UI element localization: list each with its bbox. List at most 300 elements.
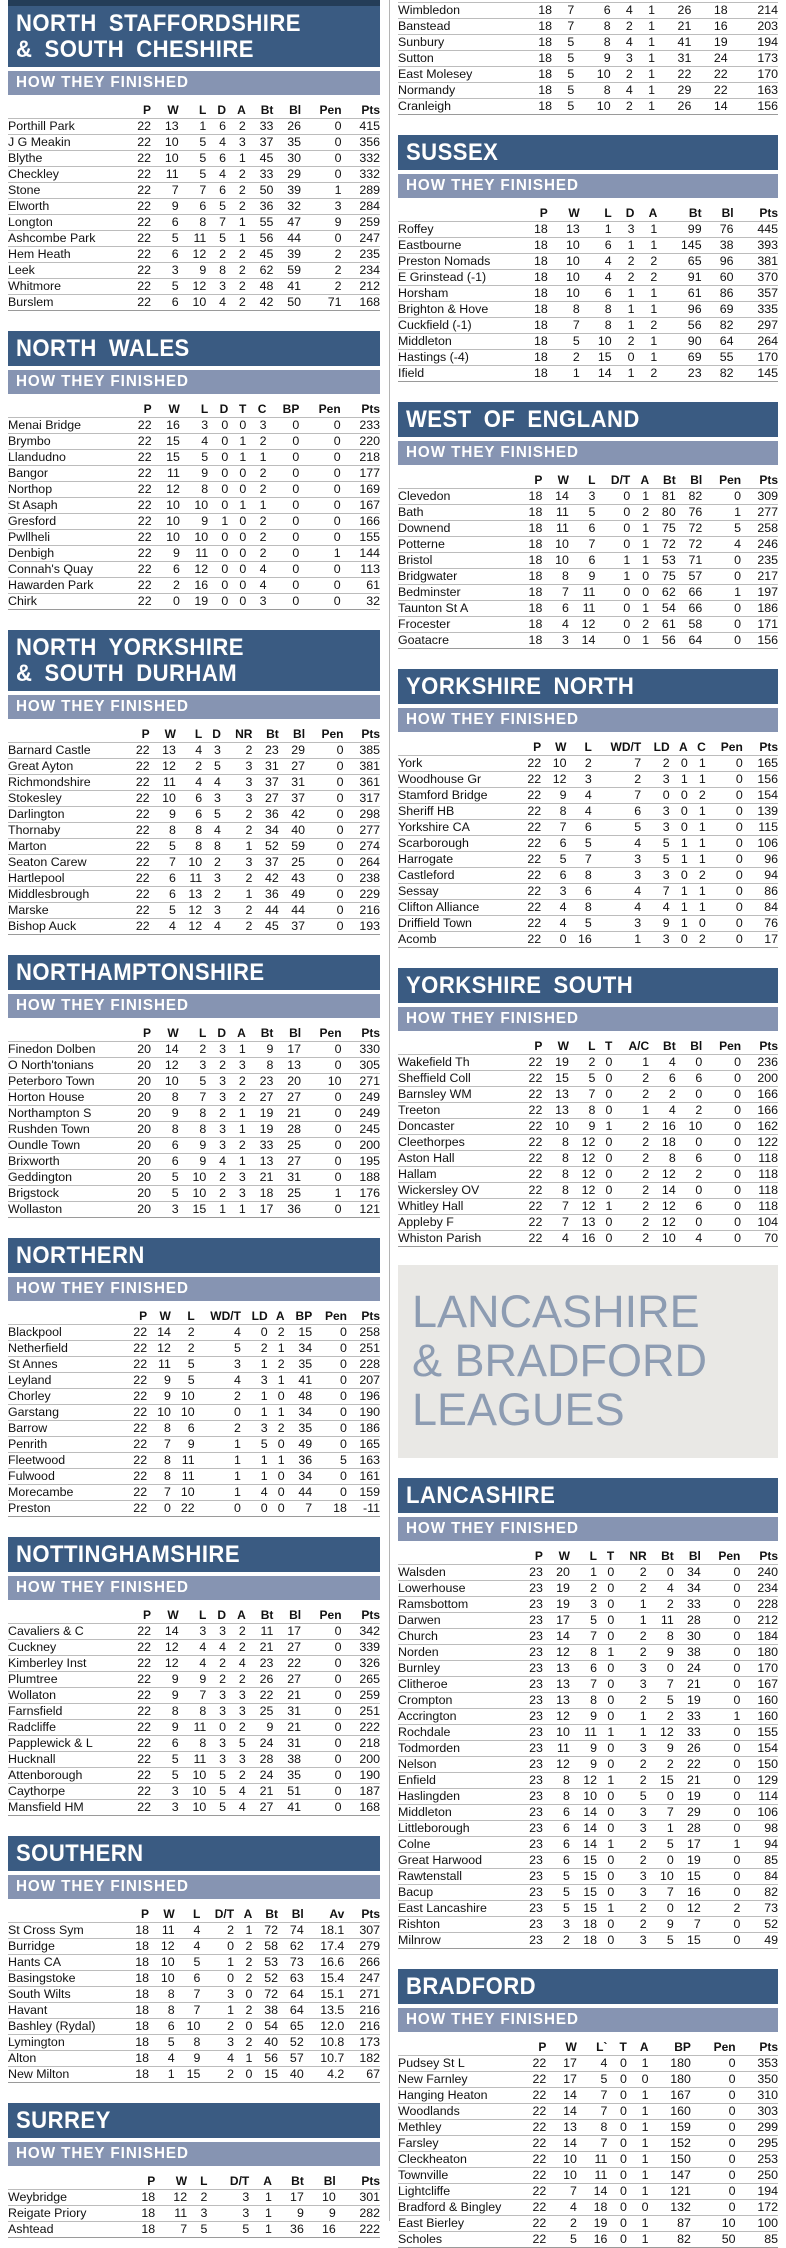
stat-value: 0: [301, 1672, 341, 1688]
team-name: Gresford: [8, 514, 123, 530]
stat-value: 0: [241, 1325, 268, 1341]
table-row: [8, 1170, 380, 1186]
stat-value: 0: [595, 1135, 612, 1151]
section-title: [398, 1478, 778, 1513]
stat-value: 22: [123, 919, 149, 935]
table-row: [398, 1629, 778, 1645]
stat-value: 4: [176, 775, 202, 791]
stat-value: 10: [149, 1955, 175, 1971]
stat-value: 3: [241, 1421, 268, 1437]
stat-value: 4: [202, 919, 221, 935]
table-row: [398, 1199, 778, 1215]
stat-value: 84: [743, 900, 778, 916]
section-subtitle-text: HOW THEY FINISHED: [406, 1520, 579, 1537]
stat-value: 3: [151, 1202, 179, 1218]
stat-value: 147: [649, 2168, 691, 2184]
stat-value: 1: [228, 498, 246, 514]
stat-value: 177: [341, 466, 380, 482]
stat-value: 15: [179, 1202, 207, 1218]
stat-value: 7: [674, 1917, 701, 1933]
stat-value: 1: [627, 2184, 649, 2200]
stat-value: 22: [516, 2088, 547, 2104]
stat-value: 3: [202, 743, 221, 759]
section-title: [398, 135, 778, 170]
stat-value: 6: [570, 1661, 597, 1677]
stat-value: 49: [740, 1933, 778, 1949]
stat-value: 1: [246, 498, 266, 514]
stat-value: 139: [743, 804, 778, 820]
stat-value: 8: [574, 19, 610, 35]
stat-value: 9: [179, 1672, 207, 1688]
stat-value: 6: [543, 1821, 570, 1837]
team-name: Horton House: [8, 1090, 123, 1106]
column-header: WD/T: [610, 740, 642, 754]
column-header: T: [606, 1549, 615, 1563]
stat-value: 7: [150, 855, 176, 871]
team-name: Rawtenstall: [398, 1869, 516, 1885]
table-row: [398, 1597, 778, 1613]
team-name: East Lancashire: [398, 1901, 516, 1917]
stat-value: 22: [123, 1736, 151, 1752]
team-name: Darwen: [398, 1613, 516, 1629]
stat-value: 62: [649, 585, 676, 601]
stat-value: 0: [301, 1042, 341, 1058]
team-column-header: [8, 103, 123, 119]
table-row: [398, 1709, 778, 1725]
stat-value: 0: [701, 1629, 741, 1645]
stat-value: 118: [741, 1167, 778, 1183]
stat-value: 4: [611, 83, 633, 99]
stat-value: 62: [278, 1939, 304, 1955]
table-row: [398, 1151, 778, 1167]
stat-value: 251: [342, 1704, 380, 1720]
stat-value: 12: [569, 1151, 596, 1167]
stat-value: 3: [569, 489, 596, 505]
stat-value: 65: [657, 254, 701, 270]
stat-value: 2: [649, 1087, 676, 1103]
stat-value: 0: [706, 932, 743, 948]
team-name: Middleton: [398, 334, 516, 350]
team-name: Hants CA: [8, 1955, 123, 1971]
table-row: [8, 887, 380, 903]
table-header-row: [8, 103, 380, 119]
stat-value: 23: [516, 1853, 543, 1869]
stat-value: 6: [206, 119, 226, 135]
table-row: [398, 1613, 778, 1629]
stat-value: 10: [548, 270, 580, 286]
stat-value: 3: [206, 1736, 226, 1752]
stat-value: 5: [150, 839, 176, 855]
column-header: LD: [251, 1309, 268, 1323]
team-column-header: [398, 2040, 516, 2056]
stat-value: 1: [241, 1405, 268, 1421]
table-row: [8, 1122, 380, 1138]
table-body: [8, 119, 380, 311]
stat-value: 156: [728, 99, 778, 115]
stat-value: 0: [701, 1757, 741, 1773]
stat-value: 22: [123, 231, 151, 247]
table-body: [398, 756, 778, 948]
stat-value: 1: [195, 1485, 241, 1501]
stat-value: 2: [206, 1058, 226, 1074]
team-name: Sheffield Coll: [398, 1071, 516, 1087]
league-section: [8, 1537, 380, 1816]
stat-value: 17: [546, 2072, 577, 2088]
stat-value: 6: [179, 199, 207, 215]
stat-value: 4: [580, 270, 612, 286]
stat-value: 6: [592, 804, 641, 820]
team-name: Whitley Hall: [398, 1199, 516, 1215]
stat-value: 7: [546, 2184, 577, 2200]
section-title-line: & SOUTH CHESHIRE: [16, 36, 254, 63]
stat-value: 5: [592, 820, 641, 836]
stat-value: 279: [344, 1939, 380, 1955]
table-head: [8, 2174, 380, 2190]
stat-value: 6: [676, 1151, 703, 1167]
stat-value: 2: [226, 247, 246, 263]
stat-value: 12: [649, 1167, 676, 1183]
stat-value: 33: [674, 1725, 701, 1741]
stat-value: 0: [301, 1106, 341, 1122]
stat-value: 5: [546, 2232, 577, 2248]
stat-value: 18: [516, 350, 548, 366]
stat-value: 2: [221, 919, 253, 935]
stat-value: 39: [273, 247, 301, 263]
stat-value: 13: [569, 1215, 596, 1231]
stat-value: 22: [123, 418, 151, 434]
table-row: [8, 1720, 380, 1736]
stat-value: 163: [347, 1453, 380, 1469]
stat-value: 8: [175, 2035, 201, 2051]
table-header-row: [8, 402, 380, 418]
team-name: Reigate Priory: [8, 2206, 123, 2222]
stat-value: 9: [171, 1437, 195, 1453]
stat-value: 48: [285, 1389, 313, 1405]
column-header: D: [217, 1608, 227, 1622]
stat-value: 23: [252, 743, 278, 759]
stat-value: 4: [611, 35, 633, 51]
stat-value: 154: [740, 1741, 778, 1757]
stat-value: 2: [200, 1923, 234, 1939]
stat-value: 1: [597, 1901, 614, 1917]
stat-value: 2: [301, 247, 341, 263]
stat-value: 34: [674, 1581, 701, 1597]
stat-value: 11: [155, 2206, 187, 2222]
column-header: P: [534, 1039, 543, 1053]
table-row: [8, 1469, 380, 1485]
team-name: New Farnley: [398, 2072, 516, 2088]
team-name: Banstead: [398, 19, 516, 35]
stat-value: 11: [179, 231, 207, 247]
stat-value: 0: [312, 1485, 347, 1501]
stat-value: 20: [123, 1058, 151, 1074]
team-name: Northampton S: [8, 1106, 123, 1122]
column-header: Bl: [289, 103, 302, 117]
stat-value: 21: [273, 1106, 301, 1122]
table-row: [398, 1119, 778, 1135]
stat-value: 15: [175, 2067, 201, 2083]
stat-value: 3: [180, 418, 208, 434]
stat-value: 18: [516, 318, 548, 334]
stat-value: 3: [246, 418, 266, 434]
team-name: Stamford Bridge: [398, 788, 516, 804]
table-row: [8, 2035, 380, 2051]
stat-value: 63: [278, 1971, 304, 1987]
stat-value: 37: [246, 135, 274, 151]
stat-value: 11: [577, 2152, 608, 2168]
stat-value: 1: [627, 2088, 649, 2104]
stat-value: 12: [569, 1199, 596, 1215]
stat-value: 0: [266, 466, 299, 482]
league-table: [398, 2, 778, 115]
stat-value: 56: [246, 231, 274, 247]
stat-value: 2: [226, 279, 246, 295]
stat-value: 0: [702, 1071, 741, 1087]
stat-value: 10: [179, 1186, 207, 1202]
stat-value: 0: [607, 2184, 626, 2200]
stat-value: 2: [612, 1199, 649, 1215]
stat-value: 7: [647, 1805, 674, 1821]
stat-value: 96: [743, 852, 778, 868]
stat-value: 180: [740, 1645, 778, 1661]
stat-value: 4: [546, 2200, 577, 2216]
stat-value: 2: [614, 1837, 646, 1853]
league-table: [398, 473, 778, 649]
table-body: [398, 1055, 778, 1247]
stat-value: 37: [279, 791, 305, 807]
table-row: [398, 820, 778, 836]
stat-value: 3: [614, 1821, 646, 1837]
stat-value: 2: [688, 932, 706, 948]
table-row: [8, 903, 380, 919]
stat-value: 4: [206, 1640, 226, 1656]
team-name: Barrow: [8, 1421, 123, 1437]
stat-value: 229: [343, 887, 380, 903]
stat-value: 353: [736, 2056, 778, 2072]
stat-value: 5: [180, 450, 208, 466]
table-row: [398, 1183, 778, 1199]
column-header: D: [217, 103, 227, 117]
stat-value: 22: [516, 788, 541, 804]
stat-value: 1: [597, 1725, 614, 1741]
league-section: [398, 968, 778, 1247]
team-name: Farnsfield: [8, 1704, 123, 1720]
stat-value: 10: [542, 1119, 569, 1135]
stat-value: 4: [649, 1103, 676, 1119]
column-header: Bl: [690, 1039, 703, 1053]
stat-value: 16: [577, 2232, 608, 2248]
column-header: W: [175, 2174, 188, 2188]
stat-value: 32: [341, 594, 380, 610]
stat-value: 165: [743, 756, 778, 772]
stat-value: 145: [657, 238, 701, 254]
stat-value: 4: [566, 788, 591, 804]
team-name: Normandy: [398, 83, 516, 99]
table-row: [398, 1933, 778, 1949]
stat-value: 22: [516, 1119, 543, 1135]
column-header: BP: [282, 402, 300, 416]
section-subtitle-text: HOW THEY FINISHED: [16, 373, 189, 390]
team-name: Caythorpe: [8, 1784, 123, 1800]
team-name: Doncaster: [398, 1119, 516, 1135]
section-title-line: BRADFORD: [406, 1973, 537, 2000]
stat-value: 2: [226, 199, 246, 215]
stat-value: 2: [614, 1917, 646, 1933]
stat-value: 0: [305, 871, 343, 887]
stat-value: 187: [342, 1784, 380, 1800]
stat-value: 55: [702, 350, 734, 366]
team-name: Stone: [8, 183, 123, 199]
stat-value: 0: [301, 1122, 341, 1138]
stat-value: 0: [701, 1597, 741, 1613]
stat-value: 0: [305, 791, 343, 807]
stat-value: 9: [570, 1709, 597, 1725]
stat-value: 4: [647, 1581, 674, 1597]
stat-value: 6: [566, 884, 591, 900]
table-body: [398, 489, 778, 649]
stat-value: 1: [228, 450, 246, 466]
stat-value: 163: [728, 83, 778, 99]
team-name: Sessay: [398, 884, 516, 900]
team-name: Havant: [8, 2003, 123, 2019]
column-header: A: [237, 1026, 246, 1040]
stat-value: 1: [614, 1725, 646, 1741]
stat-value: 23: [516, 1917, 543, 1933]
stat-value: 3: [202, 871, 221, 887]
stat-value: 22: [123, 578, 151, 594]
league-table: [398, 206, 778, 382]
team-name: Burnley: [398, 1661, 516, 1677]
stat-value: 266: [344, 1955, 380, 1971]
stat-value: 100: [736, 2216, 778, 2232]
stat-value: 22: [123, 1672, 151, 1688]
stat-value: 7: [641, 884, 669, 900]
stat-value: 3: [206, 1704, 226, 1720]
team-name: Appleby F: [398, 1215, 516, 1231]
table-head: [8, 1309, 380, 1325]
stat-value: 2: [614, 1645, 646, 1661]
stat-value: 3: [151, 1800, 179, 1816]
table-head: [8, 402, 380, 418]
stat-value: 36: [252, 807, 278, 823]
stat-value: 0: [301, 1058, 341, 1074]
stat-value: 7: [175, 1987, 201, 2003]
stat-value: 1: [701, 1837, 741, 1853]
table-row: [8, 1624, 380, 1640]
stat-value: 264: [343, 855, 380, 871]
stat-value: 0: [301, 1656, 341, 1672]
stat-value: 173: [728, 51, 778, 67]
table-row: [398, 601, 778, 617]
stat-value: 5: [614, 1789, 646, 1805]
stat-value: 167: [649, 2088, 691, 2104]
stat-value: 1: [634, 334, 657, 350]
stat-value: 0: [702, 553, 741, 569]
stat-value: 3: [206, 1138, 226, 1154]
team-column-header: [8, 1907, 123, 1923]
team-name: Townville: [398, 2168, 516, 2184]
stat-value: 2: [206, 1656, 226, 1672]
stat-value: 22: [123, 1640, 151, 1656]
stat-value: 0: [266, 450, 299, 466]
stat-value: 0: [301, 1640, 341, 1656]
stat-value: 5: [151, 1170, 179, 1186]
stat-value: 7: [179, 1090, 207, 1106]
stat-value: 247: [344, 1971, 380, 1987]
stat-value: 22: [516, 2200, 547, 2216]
stat-value: 104: [741, 1215, 778, 1231]
table-row: [398, 99, 778, 115]
stat-value: 356: [342, 135, 380, 151]
stat-value: 19: [543, 1597, 570, 1613]
stat-value: 1: [688, 836, 706, 852]
stat-value: 30: [674, 1629, 701, 1645]
stat-value: 20: [123, 1122, 151, 1138]
team-name: Harrogate: [398, 852, 516, 868]
table-row: [8, 1138, 380, 1154]
table-body: [398, 1565, 778, 1949]
stat-value: 10: [691, 2216, 736, 2232]
table-row: [8, 295, 380, 311]
table-row: [8, 807, 380, 823]
table-row: [398, 1757, 778, 1773]
stat-value: 6: [176, 791, 202, 807]
column-header: D: [217, 1026, 227, 1040]
stat-value: 15: [647, 1773, 674, 1789]
stat-value: 1: [633, 83, 655, 99]
section-title: [8, 1836, 380, 1871]
stat-value: 18: [516, 302, 548, 318]
stat-value: 0: [706, 788, 743, 804]
stat-value: 0: [195, 1501, 241, 1517]
stat-value: 190: [342, 1768, 380, 1784]
stat-value: 34: [252, 823, 278, 839]
stat-value: 2: [268, 1421, 285, 1437]
stat-value: 2: [614, 1581, 646, 1597]
stat-value: 56: [649, 633, 676, 649]
stat-value: 4: [226, 1800, 246, 1816]
stat-value: 76: [743, 916, 778, 932]
stat-value: 0: [701, 1933, 741, 1949]
team-name: Cuckney: [8, 1640, 123, 1656]
team-name: Great Ayton: [8, 759, 123, 775]
column-header: Bt: [688, 206, 702, 220]
column-header: Bt: [661, 1549, 674, 1563]
league-table: [398, 2040, 778, 2248]
table-row: [398, 51, 778, 67]
table-row: [398, 83, 778, 99]
team-name: Enfield: [398, 1773, 516, 1789]
stat-value: 2: [614, 1901, 646, 1917]
stat-value: 11: [152, 466, 180, 482]
stat-value: 167: [740, 1677, 778, 1693]
stat-value: 3: [221, 775, 253, 791]
stat-value: 0: [312, 1469, 347, 1485]
table-row: [398, 286, 778, 302]
stat-value: 2: [234, 1939, 252, 1955]
stat-value: 0: [305, 807, 343, 823]
stat-value: 166: [741, 1103, 778, 1119]
stat-value: 8: [542, 1167, 569, 1183]
stat-value: 0: [228, 530, 246, 546]
table-row: [8, 263, 380, 279]
league-table: [398, 740, 778, 948]
stat-value: 0: [301, 1704, 341, 1720]
column-header: Bt: [291, 2174, 304, 2188]
table-row: [398, 2072, 778, 2088]
stat-value: 0: [676, 1055, 703, 1071]
team-name: Clitheroe: [398, 1677, 516, 1693]
